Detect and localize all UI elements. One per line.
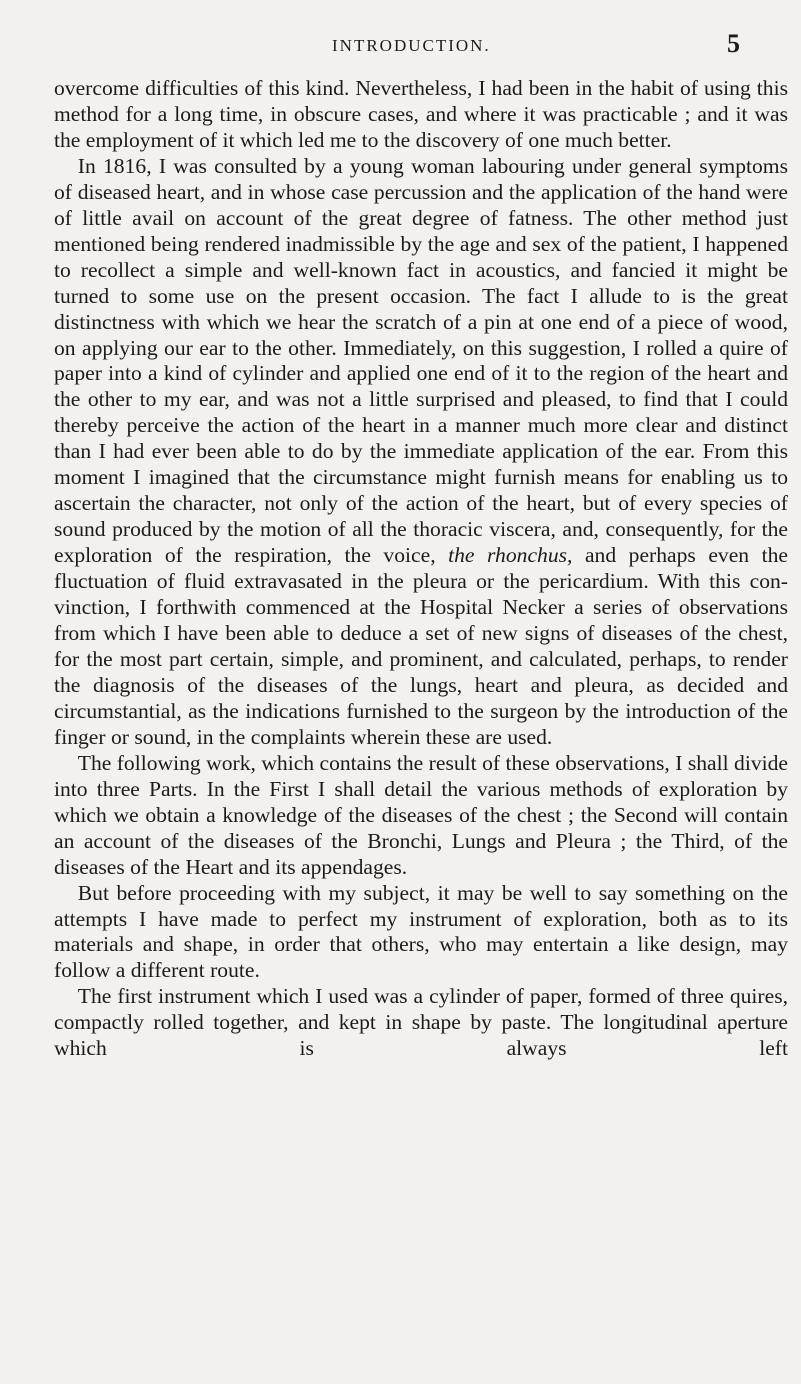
paragraph-case-1816 — [54, 154, 788, 751]
italic-term: the rhonchus, — [448, 543, 573, 568]
running-head — [0, 29, 801, 62]
paragraph-text: and perhaps even the fluctuation of fluid extravasated in the pleura or the pericardium. With this convinction, I forthwith commenced at the Hospital Necker a series of observations from which I have been able to deduce a set of new signs of diseases of the chest, for the most part certain, simple, and prominent, and calculated, perhaps, to render the diagnosis of the diseases of the lungs, heart and pleura, as decided and circumstantial, as the indications furnished to the surgeon by the introduction of the finger or sound, in the complaints wherein these are used. — [54, 543, 789, 749]
paragraph-instrument-attempts: But before proceeding with my subject, it may be well to say something on the attempts I have made to perfect my instrument of exploration, both as to its materials and shape, in order that others, who may entertain a like design, may follow a different route. — [54, 880, 788, 983]
paragraph-text: In 1816, I was consulted by a young woman labouring under general symptoms of diseased heart, and in whose case percussion and the application of the hand were of little avail on account of the great degree of fatness. The other method just mentioned being rendered inadmissible by the age and sex of the patient, I happened to recollect a simple and well-known fact in acoustics, and fancied it might be turned to some use on the present occasion. The fact I allude to is the great distinctness with which we hear the scratch of a pin at one end of a piece of wood, on applying our ear to the other. Immediately, on this suggestion, I rolled a quire of paper into a kind of cylinder and applied one end of it to the region of the heart and the other to my ear, and was not a little surprised and pleased, to find that I could thereby perceive the action of the heart in a manner much more clear and distinct than I had ever been able to do by the immediate application of the ear. From this moment I imagined that the circumstance might furnish means for enabling us to ascertain the character, not only of the action of the heart, but of every species of sound produced by the motion of all the thoracic viscera, and, consequently, for the exploration of the respiration, the voice, — [54, 153, 788, 568]
paragraph-first-instrument: The first instrument which I used was a cylinder of paper, formed of three quires, compactly rolled together, and kept in shape by paste. The longitudinal aperture which is always left — [54, 984, 788, 1061]
body-text — [54, 76, 788, 1062]
paragraph-work-outline: The following work, which contains the result of these observations, I shall divide into three Parts. In the First I shall detail the various methods of exploration by which we obtain a knowledge of the diseases of the chest ; the Second will contain an account of the diseases of the Bronchi, Lungs and Pleura ; the Third, of the diseases of the Heart and its appendages. — [54, 750, 788, 879]
running-title: INTRODUCTION. — [332, 36, 491, 55]
page-number: 5 — [727, 29, 740, 58]
paragraph-continued: overcome difficulties of this kind. Nevertheless, I had been in the habit of using this method for a long time, in obscure cases, and where it was practicable ; and it was the employment of it which led me to the discovery of one much better. — [54, 76, 788, 152]
